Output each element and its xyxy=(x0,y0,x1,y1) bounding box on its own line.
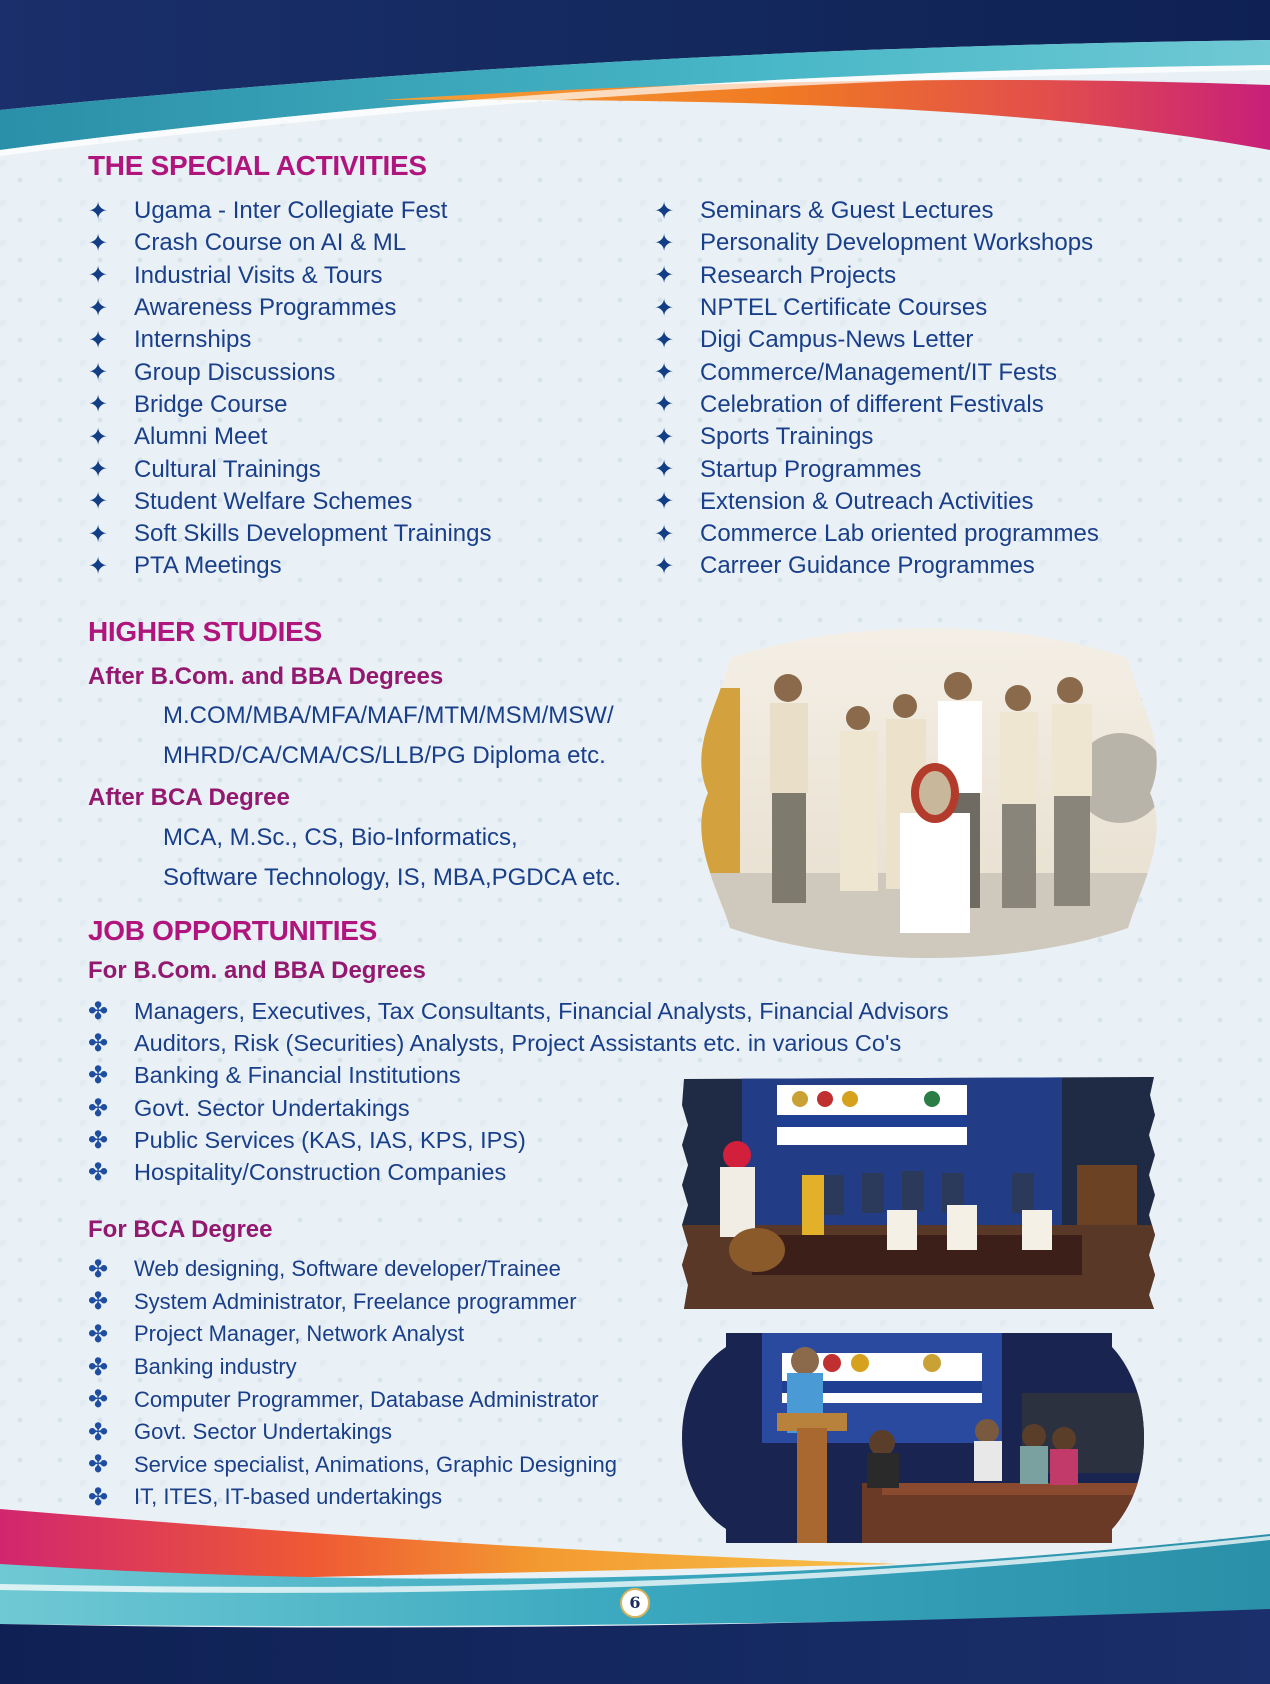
job-bcom-item-label: Banking & Financial Institutions xyxy=(134,1062,461,1089)
job-bcom-item-label: Auditors, Risk (Securities) Analysts, Project Assistants etc. in various Co's xyxy=(134,1029,902,1056)
activity-item xyxy=(88,195,492,227)
higher-studies-bca-heading: After BCA Degree xyxy=(88,784,290,811)
activity-item xyxy=(654,421,1099,453)
job-bcom-item xyxy=(88,1027,949,1059)
bullet-icon: ✦ xyxy=(88,197,109,225)
special-activities-title: THE SPECIAL ACTIVITIES xyxy=(88,150,427,181)
activity-item-label: Internships xyxy=(134,326,252,354)
higher-studies-title: HIGHER STUDIES xyxy=(88,616,322,647)
activity-item xyxy=(654,356,1099,388)
activity-item-label: Industrial Visits & Tours xyxy=(134,261,383,289)
job-bca-item-label: Govt. Sector Undertakings xyxy=(134,1419,393,1445)
bullet-icon: ✦ xyxy=(654,520,675,548)
bullet-icon: ✤ xyxy=(88,1386,109,1414)
activity-item xyxy=(88,421,492,453)
cultural-performance-photo xyxy=(682,1075,1156,1311)
bullet-icon: ✦ xyxy=(654,197,675,225)
bullet-icon: ✦ xyxy=(654,552,675,580)
job-bca-item-label: Banking industry xyxy=(134,1354,297,1380)
bullet-icon: ✦ xyxy=(654,229,675,257)
bullet-icon: ✤ xyxy=(88,1451,109,1479)
activity-item-label: Student Welfare Schemes xyxy=(134,487,413,515)
higher-studies-bcom-line-1: M.COM/MBA/MFA/MAF/MTM/MSM/MSW/ xyxy=(163,702,614,729)
activity-item-label: Sports Trainings xyxy=(700,423,874,451)
activity-item-label: Research Projects xyxy=(700,261,897,289)
bullet-icon: ✦ xyxy=(88,326,109,354)
top-decorative-band xyxy=(0,0,1270,170)
activity-item xyxy=(88,453,492,485)
job-bca-item xyxy=(88,1383,617,1416)
special-activities-right-list xyxy=(654,195,1099,583)
bullet-icon: ✤ xyxy=(88,1029,109,1057)
bullet-icon: ✤ xyxy=(88,1483,109,1511)
activity-item xyxy=(88,486,492,518)
activity-item xyxy=(88,550,492,582)
job-bca-item xyxy=(88,1449,617,1482)
special-activities-left-list xyxy=(88,195,492,583)
bullet-icon: ✦ xyxy=(88,359,109,387)
bullet-icon: ✦ xyxy=(88,456,109,484)
activity-item-label: Startup Programmes xyxy=(700,455,922,483)
bullet-icon: ✤ xyxy=(88,1288,109,1316)
activity-item xyxy=(654,389,1099,421)
bullet-icon: ✦ xyxy=(654,423,675,451)
bullet-icon: ✤ xyxy=(88,1094,109,1122)
job-bca-item xyxy=(88,1416,617,1449)
activity-item xyxy=(654,227,1099,259)
activity-item xyxy=(654,324,1099,356)
activity-item-label: Commerce/Management/IT Fests xyxy=(700,358,1058,386)
activity-item xyxy=(654,518,1099,550)
higher-studies-bca-line-2: Software Technology, IS, MBA,PGDCA etc. xyxy=(163,864,621,891)
activity-item-label: Awareness Programmes xyxy=(134,294,397,322)
job-bcom-item-label: Managers, Executives, Tax Consultants, Financial Analysts, Financial Advisors xyxy=(134,997,949,1024)
job-bcom-heading: For B.Com. and BBA Degrees xyxy=(88,957,426,984)
job-bcom-item-label: Hospitality/Construction Companies xyxy=(134,1159,507,1186)
bullet-icon: ✦ xyxy=(654,359,675,387)
activity-item xyxy=(654,195,1099,227)
activity-item-label: Alumni Meet xyxy=(134,423,268,451)
activity-item xyxy=(88,292,492,324)
bullet-icon: ✤ xyxy=(88,997,109,1025)
job-bca-item xyxy=(88,1253,617,1286)
bullet-icon: ✦ xyxy=(88,423,109,451)
bullet-icon: ✦ xyxy=(88,229,109,257)
job-bcom-item xyxy=(88,995,949,1027)
job-bca-list xyxy=(88,1253,617,1514)
activity-item-label: Carreer Guidance Programmes xyxy=(700,552,1035,580)
bullet-icon: ✦ xyxy=(88,552,109,580)
activity-item-label: Personality Development Workshops xyxy=(700,229,1094,257)
job-bca-heading: For BCA Degree xyxy=(88,1216,273,1243)
job-bca-item xyxy=(88,1481,617,1514)
higher-studies-bcom-heading: After B.Com. and BBA Degrees xyxy=(88,663,444,690)
higher-studies-bca-line-1: MCA, M.Sc., CS, Bio-Informatics, xyxy=(163,824,518,851)
bullet-icon: ✦ xyxy=(654,326,675,354)
page-number: 6 xyxy=(620,1588,650,1618)
job-bcom-item-label: Govt. Sector Undertakings xyxy=(134,1094,410,1121)
job-bca-item-label: Web designing, Software developer/Trainee xyxy=(134,1256,561,1282)
job-bca-item-label: Computer Programmer, Database Administrator xyxy=(134,1386,599,1412)
job-bca-item xyxy=(88,1351,617,1384)
bullet-icon: ✦ xyxy=(654,488,675,516)
job-bca-item-label: Service specialist, Animations, Graphic Designing xyxy=(134,1451,618,1477)
activity-item-label: Crash Course on AI & ML xyxy=(134,229,407,257)
activity-item xyxy=(654,550,1099,582)
activity-item xyxy=(88,260,492,292)
job-bcom-item-label: Public Services (KAS, IAS, KPS, IPS) xyxy=(134,1126,526,1153)
bullet-icon: ✤ xyxy=(88,1418,109,1446)
activity-item xyxy=(88,227,492,259)
activity-item-label: Commerce Lab oriented programmes xyxy=(700,520,1099,548)
activity-item-label: Seminars & Guest Lectures xyxy=(700,197,994,225)
bullet-icon: ✦ xyxy=(654,391,675,419)
bullet-icon: ✤ xyxy=(88,1062,109,1090)
bullet-icon: ✦ xyxy=(654,262,675,290)
higher-studies-bcom-line-2: MHRD/CA/CMA/CS/LLB/PG Diploma etc. xyxy=(163,742,606,769)
bullet-icon: ✦ xyxy=(88,262,109,290)
bullet-icon: ✦ xyxy=(88,391,109,419)
activity-item-label: Cultural Trainings xyxy=(134,455,321,483)
activity-item-label: Digi Campus-News Letter xyxy=(700,326,974,354)
activity-item xyxy=(654,486,1099,518)
activity-item xyxy=(88,324,492,356)
bullet-icon: ✤ xyxy=(88,1353,109,1381)
activity-item xyxy=(88,356,492,388)
students-group-photo xyxy=(700,628,1158,958)
activity-item xyxy=(88,518,492,550)
activity-item-label: Celebration of different Festivals xyxy=(700,390,1044,418)
job-bca-item xyxy=(88,1286,617,1319)
job-opportunities-title: JOB OPPORTUNITIES xyxy=(88,915,377,946)
activity-item xyxy=(654,292,1099,324)
activity-item-label: Group Discussions xyxy=(134,358,336,386)
job-bca-item xyxy=(88,1318,617,1351)
activity-item-label: Ugama - Inter Collegiate Fest xyxy=(134,197,448,225)
bullet-icon: ✦ xyxy=(654,456,675,484)
bullet-icon: ✦ xyxy=(88,520,109,548)
bullet-icon: ✤ xyxy=(88,1255,109,1283)
activity-item xyxy=(88,389,492,421)
activity-item-label: Soft Skills Development Trainings xyxy=(134,520,492,548)
bullet-icon: ✤ xyxy=(88,1320,109,1348)
bullet-icon: ✤ xyxy=(88,1126,109,1154)
bullet-icon: ✦ xyxy=(654,294,675,322)
activity-item xyxy=(654,453,1099,485)
activity-item-label: NPTEL Certificate Courses xyxy=(700,294,988,322)
guest-lecture-photo xyxy=(682,1333,1144,1543)
activity-item-label: Bridge Course xyxy=(134,390,288,418)
job-bca-item-label: System Administrator, Freelance programmer xyxy=(134,1288,577,1314)
bullet-icon: ✤ xyxy=(88,1159,109,1187)
activity-item-label: PTA Meetings xyxy=(134,552,282,580)
activity-item xyxy=(654,260,1099,292)
job-bca-item-label: Project Manager, Network Analyst xyxy=(134,1321,465,1347)
activity-item-label: Extension & Outreach Activities xyxy=(700,487,1034,515)
job-bca-item-label: IT, ITES, IT-based undertakings xyxy=(134,1484,443,1510)
bullet-icon: ✦ xyxy=(88,488,109,516)
bullet-icon: ✦ xyxy=(88,294,109,322)
